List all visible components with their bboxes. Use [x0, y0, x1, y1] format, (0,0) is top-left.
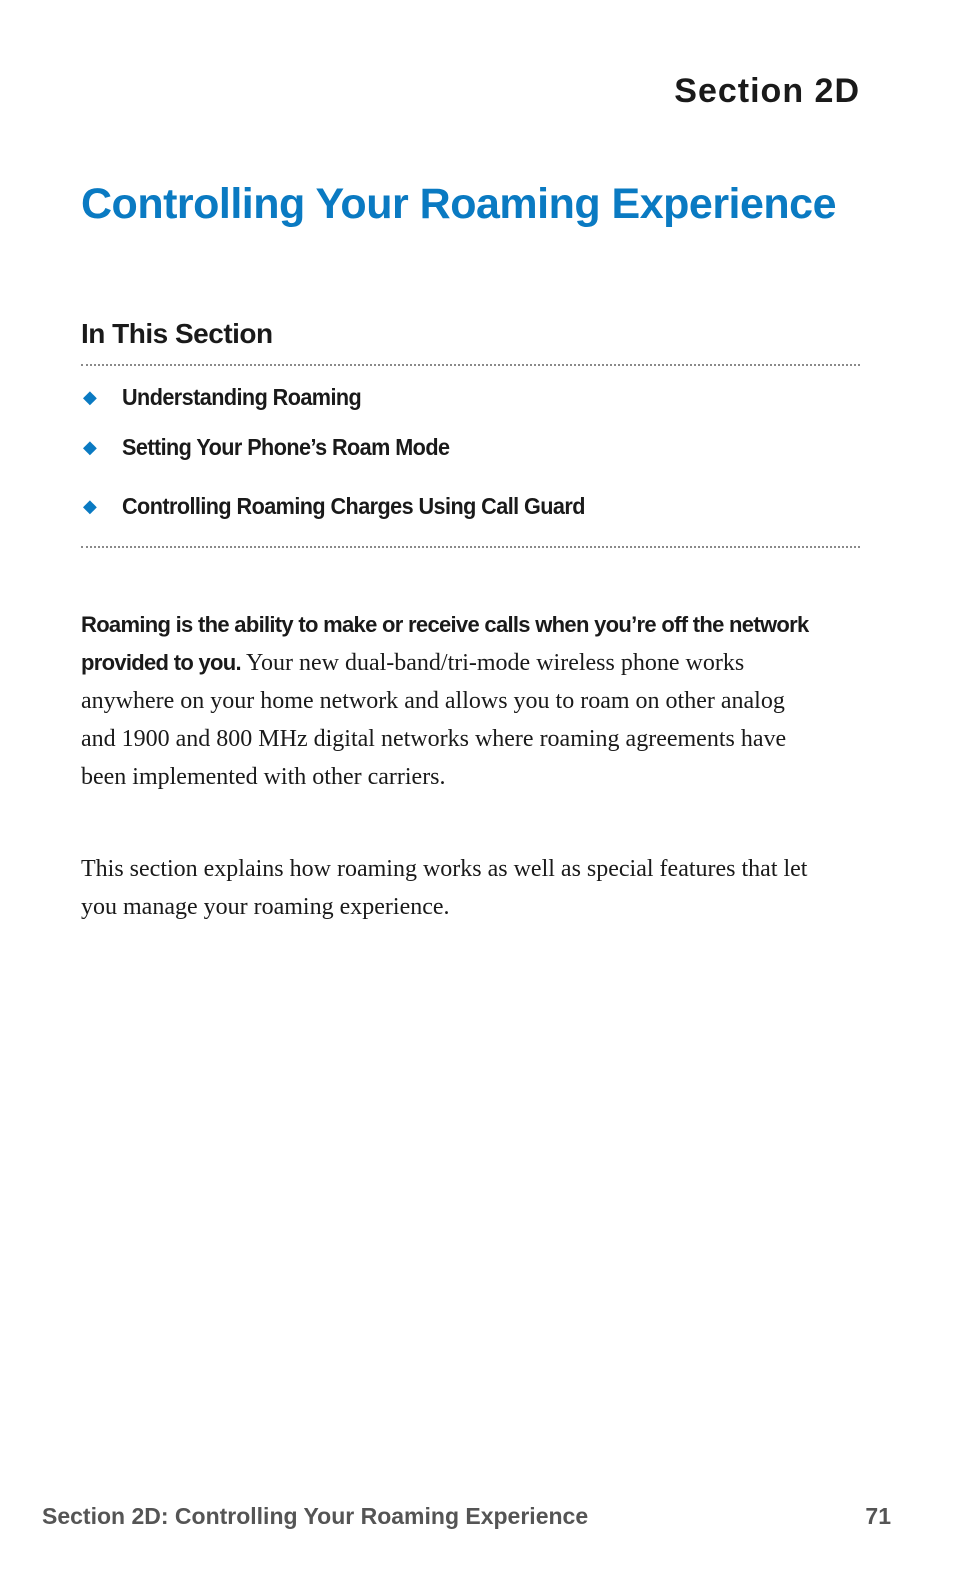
section-label: Section 2D [674, 72, 860, 110]
section-contents-list [81, 376, 860, 536]
intro-lead-in: Roaming is the ability to make or receive calls when you’re off the network provided to you. [81, 612, 809, 675]
dotted-divider-top [81, 364, 860, 366]
intro-paragraph [81, 606, 821, 796]
list-item[interactable] [81, 477, 860, 536]
footer-section-title: Section 2D: Controlling Your Roaming Experience [42, 1503, 589, 1529]
list-item-label: Understanding Roaming [122, 383, 362, 410]
page-number: 71 [865, 1503, 891, 1529]
section-overview-paragraph: This section explains how roaming works as well as special features that let you manage your roaming experience. [81, 856, 808, 920]
page-title: Controlling Your Roaming Experience [81, 180, 837, 228]
diamond-bullet-icon: ◆ [83, 496, 97, 517]
in-this-section-heading: In This Section [81, 318, 273, 349]
list-item[interactable] [81, 418, 860, 477]
intro-body: Your new dual-band/tri-mode wireless phone works anywhere on your home network and allows you to roam on other analog and 1900 and 800 MHz digital networks where roaming agreements have been implemented with other carriers. [81, 650, 787, 790]
list-item-label: Setting Your Phone’s Roam Mode [122, 434, 450, 460]
dotted-divider-bottom [81, 546, 860, 548]
list-item-label: Controlling Roaming Charges Using Call Guard [122, 493, 585, 519]
diamond-bullet-icon: ◆ [83, 386, 97, 408]
diamond-bullet-icon: ◆ [83, 437, 97, 458]
list-item[interactable] [81, 376, 860, 418]
